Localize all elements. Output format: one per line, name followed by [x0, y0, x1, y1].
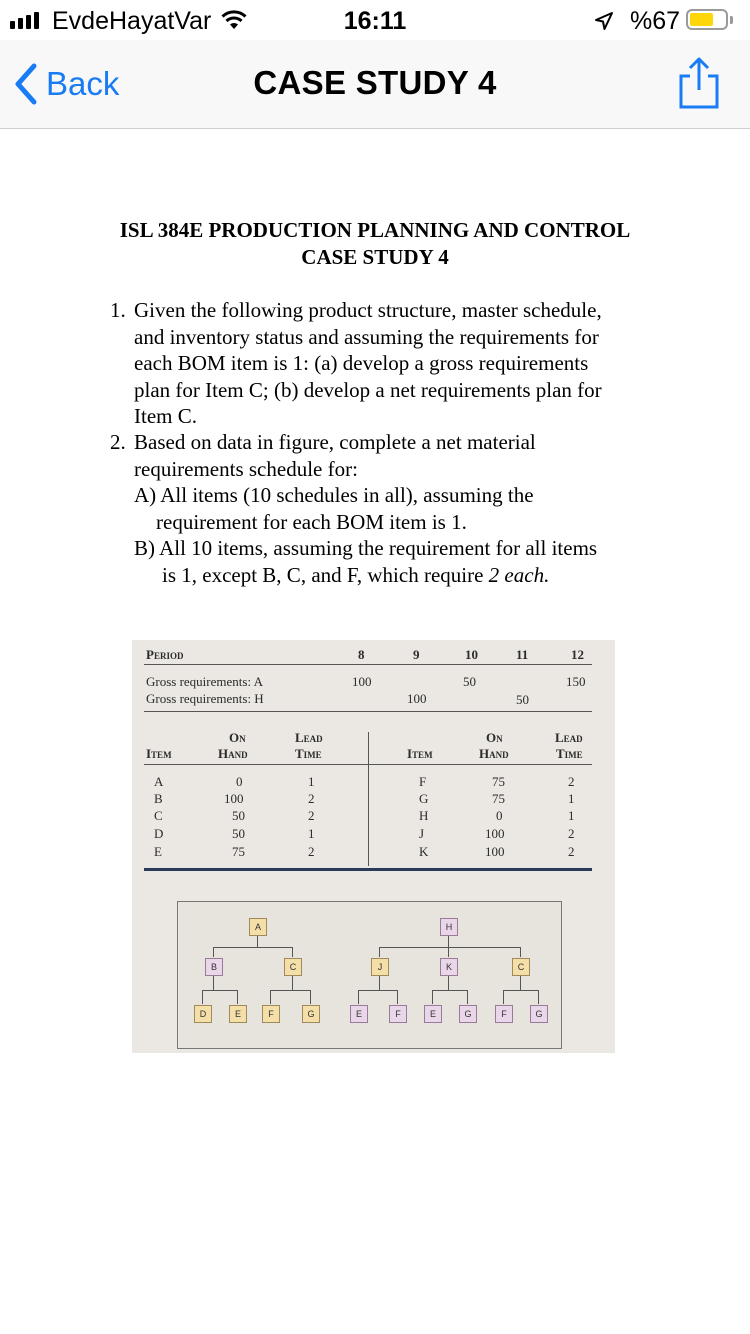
tree-edge [448, 947, 449, 957]
bom-node: H [440, 918, 458, 936]
bom-node: J [371, 958, 389, 976]
question-2 [110, 429, 694, 588]
document-title [0, 217, 750, 271]
inventory-on-hand: 0 [496, 808, 503, 823]
question-2-part-a-cont: requirement for each BOM item is 1. [156, 509, 467, 534]
bom-node: G [530, 1005, 548, 1023]
period-label: Period [146, 647, 184, 662]
bom-node: F [389, 1005, 407, 1023]
bom-node: C [284, 958, 302, 976]
bom-node: D [194, 1005, 212, 1023]
tree-edge [503, 990, 504, 1004]
tree-edge [448, 975, 449, 990]
tree-edge [432, 990, 433, 1004]
tree-edge [292, 947, 293, 957]
on-header: On [229, 730, 246, 745]
tree-edge [397, 990, 398, 1004]
inventory-lead-time: 1 [568, 791, 575, 806]
inventory-on-hand: 100 [485, 844, 505, 859]
page-title: CASE STUDY 4 [253, 64, 497, 101]
inventory-lead-time: 2 [568, 774, 575, 789]
time-header: Time [556, 746, 583, 761]
tree-edge [358, 990, 398, 991]
navigation-bar [0, 40, 750, 129]
tree-edge [467, 990, 468, 1004]
question-2-line: requirements schedule for: [134, 456, 358, 481]
inventory-item: H [419, 808, 429, 823]
question-2-part-b-cont [134, 562, 694, 589]
question-1-line: and inventory status and assuming the requirements for [134, 324, 599, 349]
inventory-item: C [154, 808, 163, 823]
bom-node: G [302, 1005, 320, 1023]
textbook-figure [132, 640, 615, 1053]
bom-node: E [424, 1005, 442, 1023]
hand-header: Hand [479, 746, 509, 761]
question-2-part-b-emphasis: 2 each. [488, 562, 550, 587]
question-1-line: plan for Item C; (b) develop a net requirements plan for [134, 377, 602, 402]
bom-node: A [249, 918, 267, 936]
on-header: On [486, 730, 503, 745]
tree-edge [432, 990, 468, 991]
share-button[interactable] [674, 56, 724, 110]
period-header: 9 [413, 647, 420, 662]
question-1-line: Given the following product structure, master schedule, [134, 298, 602, 322]
question-1-number: 1. [110, 298, 126, 322]
bom-node: F [495, 1005, 513, 1023]
inventory-lead-time: 2 [308, 791, 315, 806]
question-2-line: Based on data in figure, complete a net material [134, 430, 536, 454]
inventory-divider [368, 732, 369, 866]
inventory-lead-time: 1 [568, 808, 575, 823]
inventory-item: F [419, 774, 427, 789]
tree-edge [270, 990, 311, 991]
inventory-on-hand: 75 [492, 774, 505, 789]
status-bar [0, 0, 750, 40]
inventory-lead-time: 1 [308, 826, 315, 841]
inventory-lead-time: 2 [308, 808, 315, 823]
period-header: 10 [465, 647, 478, 662]
inventory-on-hand: 50 [232, 826, 245, 841]
schedule-header-rule [144, 664, 592, 665]
gross-req-h-label: Gross requirements: H [146, 691, 264, 706]
inventory-lead-time: 2 [568, 826, 575, 841]
inventory-item: J [419, 826, 425, 841]
document-title-line-1: ISL 384E PRODUCTION PLANNING AND CONTROL [119, 218, 631, 242]
product-structure-diagram [177, 901, 562, 1049]
battery-percentage: %67 [630, 7, 681, 35]
tree-edge [202, 990, 238, 991]
question-1 [110, 297, 694, 430]
inventory-item: D [154, 826, 164, 841]
inventory-on-hand: 0 [236, 774, 243, 789]
tree-edge [270, 990, 271, 1004]
hand-header: Hand [218, 746, 248, 761]
schedule-cell: 50 [516, 692, 529, 707]
carrier-name: EvdeHayatVar [52, 7, 212, 35]
bom-node: K [440, 958, 458, 976]
schedule-cell: 50 [463, 674, 476, 689]
period-header: 8 [358, 647, 365, 662]
question-2-part-b: B) All 10 items, assuming the requirement for all items [134, 536, 598, 560]
question-1-line: each BOM item is 1: (a) develop a gross requirements [134, 351, 589, 375]
bom-node: E [229, 1005, 247, 1023]
tree-edge [213, 947, 214, 957]
bom-node: F [262, 1005, 280, 1023]
inventory-on-hand: 100 [224, 791, 244, 806]
back-label: Back [46, 65, 120, 102]
schedule-cell: 100 [352, 674, 372, 689]
tree-edge [379, 975, 380, 990]
period-header: 11 [516, 647, 529, 662]
inventory-on-hand: 100 [485, 826, 505, 841]
inventory-item: A [154, 774, 164, 789]
tree-edge [257, 935, 258, 947]
inventory-on-hand: 50 [232, 808, 245, 823]
lead-header: Lead [295, 730, 323, 745]
tree-edge [379, 947, 380, 957]
tree-edge [292, 975, 293, 990]
tree-edge [520, 947, 521, 957]
bom-node: E [350, 1005, 368, 1023]
schedule-cell: 150 [566, 674, 586, 689]
lead-header: Lead [555, 730, 583, 745]
inventory-item: B [154, 791, 163, 806]
tree-edge [379, 947, 521, 948]
time-header: Time [295, 746, 322, 761]
battery-tip [730, 16, 733, 24]
question-2-part-a: A) All items (10 schedules in all), assuming the [134, 483, 534, 507]
tree-edge [538, 990, 539, 1004]
inventory-item: E [154, 844, 162, 859]
inventory-lead-time: 2 [308, 844, 315, 859]
question-1-line: Item C. [134, 404, 197, 428]
tree-edge [213, 975, 214, 990]
schedule-bottom-rule [144, 711, 592, 712]
tree-edge [358, 990, 359, 1004]
inventory-on-hand: 75 [492, 791, 505, 806]
question-2-number: 2. [110, 430, 126, 454]
schedule-cell: 100 [407, 691, 427, 706]
item-header: Item [407, 746, 433, 761]
share-icon [674, 56, 724, 110]
inventory-bottom-rule [144, 868, 592, 871]
inventory-item: K [419, 844, 429, 859]
document-title-line-2: CASE STUDY 4 [301, 245, 449, 269]
tree-edge [520, 975, 521, 990]
location-arrow-icon [594, 11, 614, 31]
inventory-on-hand: 75 [232, 844, 245, 859]
tree-edge [237, 990, 238, 1004]
inventory-lead-time: 2 [568, 844, 575, 859]
bom-node: G [459, 1005, 477, 1023]
period-header: 12 [571, 647, 584, 662]
tree-edge [213, 947, 293, 948]
inventory-lead-time: 1 [308, 774, 315, 789]
inventory-item: G [419, 791, 429, 806]
tree-edge [448, 935, 449, 947]
tree-edge [503, 990, 539, 991]
bom-node: C [512, 958, 530, 976]
gross-req-a-label: Gross requirements: A [146, 674, 263, 689]
tree-edge [202, 990, 203, 1004]
battery-icon [686, 9, 728, 30]
item-header: Item [146, 746, 172, 761]
question-2-part-b-text: is 1, except B, C, and F, which require [162, 562, 489, 587]
tree-edge [310, 990, 311, 1004]
clock: 16:11 [343, 7, 407, 35]
bom-node: B [205, 958, 223, 976]
